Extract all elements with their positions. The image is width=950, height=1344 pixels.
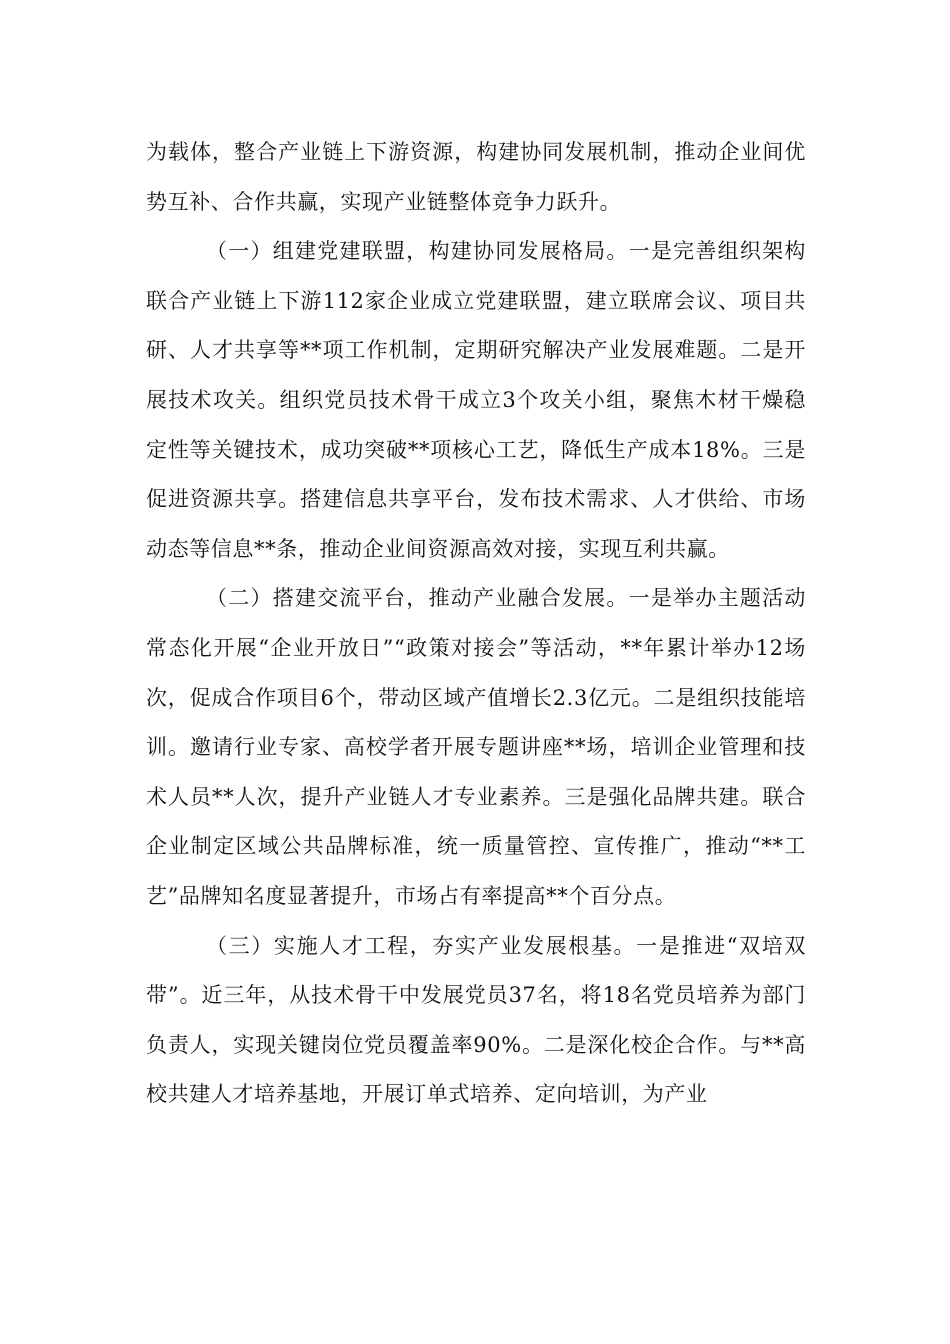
paragraph-section-1: （一）组建党建联盟，构建协同发展格局。一是完善组织架构联合产业链上下游112家企业成立党建联盟，建立联席会议、项目共研、人才共享等**项工作机制，定期研究解决产业发展难题。二是开展技术攻关。组织党员技术骨干成立3个攻关小组，聚焦木材干燥稳定性等关键技术，成功突破**项核心工艺，降低生产成本18%。三是促进资源共享。搭建信息共享平台，发布技术需求、人才供给、市场动态等信息**条，推动企业间资源高效对接，实现互利共赢。 [146,239,806,561]
paragraph-section-2: （二）搭建交流平台，推动产业融合发展。一是举办主题活动常态化开展“企业开放日”“政策对接会”等活动，**年累计举办12场次，促成合作项目6个，带动区域产值增长2.3亿元。二是组织技能培训。邀请行业专家、高校学者开展专题讲座**场，培训企业管理和技术人员**人次，提升产业链人才专业素养。三是强化品牌共建。联合企业制定区域公共品牌标准，统一质量管控、宣传推广，推动“**工艺”品牌知名度显著提升，市场占有率提高**个百分点。 [146,586,806,908]
paragraph-section-3: （三）实施人才工程，夯实产业发展根基。一是推进“双培双带”。近三年，从技术骨干中发展党员37名，将18名党员培养为部门负责人，实现关键岗位党员覆盖率90%。二是深化校企合作。与**高校共建人才培养基地，开展订单式培养、定向培训，为产业 [146,933,806,1107]
paragraph-intro: 为载体，整合产业链上下游资源，构建协同发展机制，推动企业间优势互补、合作共赢，实现产业链整体竞争力跃升。 [146,140,806,214]
document-body [146,128,806,1120]
